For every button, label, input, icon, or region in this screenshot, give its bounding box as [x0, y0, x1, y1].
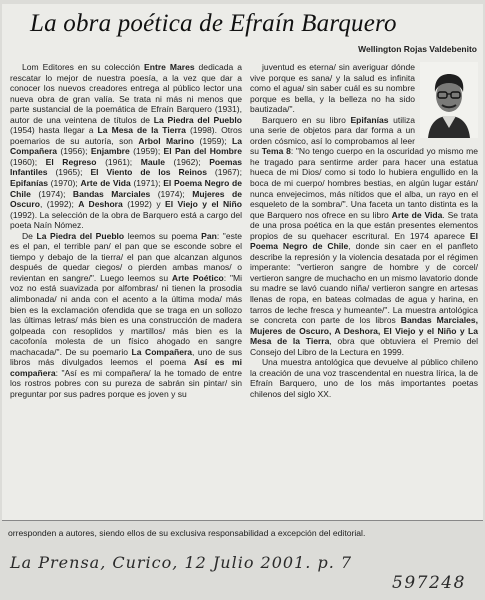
book-title-text: El Viejo y el Niño [165, 199, 242, 210]
paragraph-text: , uno de sus libros más divulgados leemos el poema [10, 346, 242, 368]
paragraph-text: (1970); [48, 178, 81, 189]
paragraph-text: (1974); [30, 188, 73, 199]
paragraph-text: (1967); [206, 167, 242, 178]
book-title-text: Bandas Marciales [72, 188, 151, 199]
book-title-text: Arbol Marino [138, 135, 195, 146]
book-title-text: El Regreso [45, 156, 97, 167]
book-title-text: Arte de Vida [391, 209, 443, 220]
paragraph-text: , (1992); [39, 199, 79, 210]
paragraph-text: (1992) y [122, 199, 166, 210]
book-title-text: El Pan del Hombre [163, 146, 242, 157]
book-title-text: Enjambre [90, 146, 130, 157]
disclaimer-note: orresponden a autores, siendo ellos de su exclusiva responsabilidad a excepción del editorial. [8, 528, 366, 538]
article-paragraph [10, 62, 242, 231]
book-title-text: La Compañera [10, 135, 242, 157]
book-title-text: El Poema Negro de Chile [250, 230, 478, 252]
paragraph-text: dedicada a rescatar lo mejor de nuestra poesía, a la vez que dar a conocer los nuevos creadores entrega al público lector una nueva obra de gran valía. Se trata ni más ni menos que parte sustancial de la poemática de Efraín Barquero (1931), autor de una veintena de títulos de [10, 62, 242, 125]
book-title-text: La Piedra del Pueblo [153, 114, 242, 125]
paragraph-text: Una muestra antológica que devuelve al público chileno la creación de una voz trascendental en nuestra lírica, la de Efraín Barquero, uno de los más importantes poetas chilenos del siglo XX. [250, 357, 478, 399]
book-title-text: La Compañera [131, 346, 193, 357]
paragraph-text: . Se trata de una prosa poética en la que están presentes elementos propios de su quehacer escritural. En 1974 aparece [250, 209, 478, 241]
book-title-text: Poemas Infantiles [10, 156, 242, 178]
paragraph-text: : "No tengo cuerpo en la oscuridad yo mismo me he tragado para sentirme arder para hacer una estatua hueca de mi Dios/ como si todo lo hubiera engullido en la boca de mi cuerpo/ hombres bestias, en algún lugar están/ nunca envejecimos, más nítidos que el alba, un rayo en el esqueleto de la sombra/". Una faceta un tanto distinta es la que Barquero nos ofrece en su libro [250, 146, 478, 220]
paragraph-text: (1971); [130, 178, 164, 189]
paragraph-text: De [22, 230, 37, 241]
paragraph-text: (1974); [150, 188, 193, 199]
book-title-text: Tema 8 [261, 146, 291, 157]
book-title-text: Entre Mares [144, 62, 195, 72]
book-title-text: Bandas Marciales, Mujeres de Oscuro, A Deshora, El Viejo y el Niño y La Mesa de la Tierra [250, 315, 478, 347]
book-title-text: Epifanías [350, 114, 389, 125]
book-title-text: Arte de Vida [80, 178, 131, 189]
book-title-text: Maule [140, 156, 165, 167]
paragraph-text: (1960); [10, 156, 46, 167]
book-title-text: El Poema Negro de Chile [10, 178, 242, 199]
paragraph-text: Lom Editores en su colección [22, 62, 145, 72]
handwritten-source-note: La Prensa, Curico, 12 Julio 2001. p. 7 [10, 553, 353, 572]
article-column-right [250, 62, 478, 400]
paragraph-text: (1954) hasta llegar a [10, 125, 98, 136]
book-title-text: Así es mi compañera [10, 357, 242, 378]
paragraph-text: (1998). Otros poemarios de su autoría, son [10, 125, 242, 146]
book-title-text: Epifanías [10, 178, 48, 189]
book-title-text: Pan [201, 230, 217, 241]
paragraph-text: (1959); [129, 146, 164, 157]
paragraph-text: Barquero en su libro [262, 114, 351, 125]
article-title: La obra poética de Efraín Barquero [30, 10, 397, 37]
paragraph-text: : "Mi voz no está suavizada por alfombras/ ni tienen la prosodia alimbonada/ ni anda con el acento a la última moda/ más bien es la exclamación ofendida que se traga en un sollozo las últimas letras/ más bien es una construcción de madera golpeada con resoplidos y martillos/ más bien es la cacofonía molesta de un físico ahogado en sangre machacada/". De su poemario [10, 272, 242, 357]
paragraph-text: , donde sin caer en el panfleto describe la represión y la violencia desatada por el régimen imperante: "vertieron sangre de hombre y de corcel/ vertieron sangre de muchacho en un mismo lavatorio donde su madre se lavó cuando niña/ vertieron sangre en artesas llenas de ropa, en bateas colmadas de agua y harina, en tarros de leche fresca y humeante/". La muestra antológica se concreta con parte de los libros [250, 241, 479, 326]
book-title-text: Mujeres de Oscuro [10, 188, 242, 210]
article-paragraph [250, 115, 478, 358]
article-paragraph [10, 231, 242, 400]
paragraph-text: (1956); [57, 146, 91, 157]
article-author: Wellington Rojas Valdebenito [358, 44, 477, 54]
newspaper-clipping [2, 4, 483, 521]
book-title-text: Arte Poético [171, 272, 224, 283]
article-paragraph [250, 357, 478, 399]
paragraph-text: (1959); [194, 135, 233, 146]
paragraph-text: juventud es eterna/ sin averiguar dónde vive porque es sana/ y la salud es infinita como el agua/ sin saber cuál es su nombre porque es bella, y la belleza no ha sido bautizada/". [250, 62, 415, 115]
book-title-text: A Deshora [78, 199, 123, 210]
author-portrait-icon [420, 62, 478, 138]
paragraph-text: leemos su poema [124, 230, 202, 241]
paragraph-text: (1992). La selección de la obra de Barquero está a cargo del poeta Naín Nómez. [10, 209, 242, 231]
paragraph-text: (1965); [47, 167, 91, 178]
paragraph-text: : "este es el pan, el terrible pan/ el pan que se esconde sobre el tiempo y debajo de la tierra/ el pan que alcanzan algunos después de quedar ciegos/ o pierden ambas manos/ o revientan en sangre/". Luego leemos su [10, 230, 242, 283]
paragraph-text: (1962); [164, 156, 210, 167]
paragraph-text: (1961); [96, 156, 141, 167]
book-title-text: La Piedra del Pueblo [36, 230, 125, 241]
paragraph-text: : "Así es mi compañera/ la he tomado de entre los rostros pobres con su pureza de sabrán sin pintar/ sin preguntar por sus padres porque es joven y su [10, 367, 242, 399]
book-title-text: El Viento de los Reinos [90, 167, 207, 178]
book-title-text: La Mesa de la Tierra [97, 125, 186, 136]
paragraph-text: , obra que obtuviera el Premio del Consejo del Libro de la Lectura en 1999. [250, 336, 478, 357]
paragraph-text: utiliza una serie de objetos para dar forma a un orden cósmico, así lo comprobamos al leer su [250, 114, 415, 157]
article-column-left [10, 62, 242, 400]
handwritten-catalog-code: 597248 [392, 573, 466, 593]
